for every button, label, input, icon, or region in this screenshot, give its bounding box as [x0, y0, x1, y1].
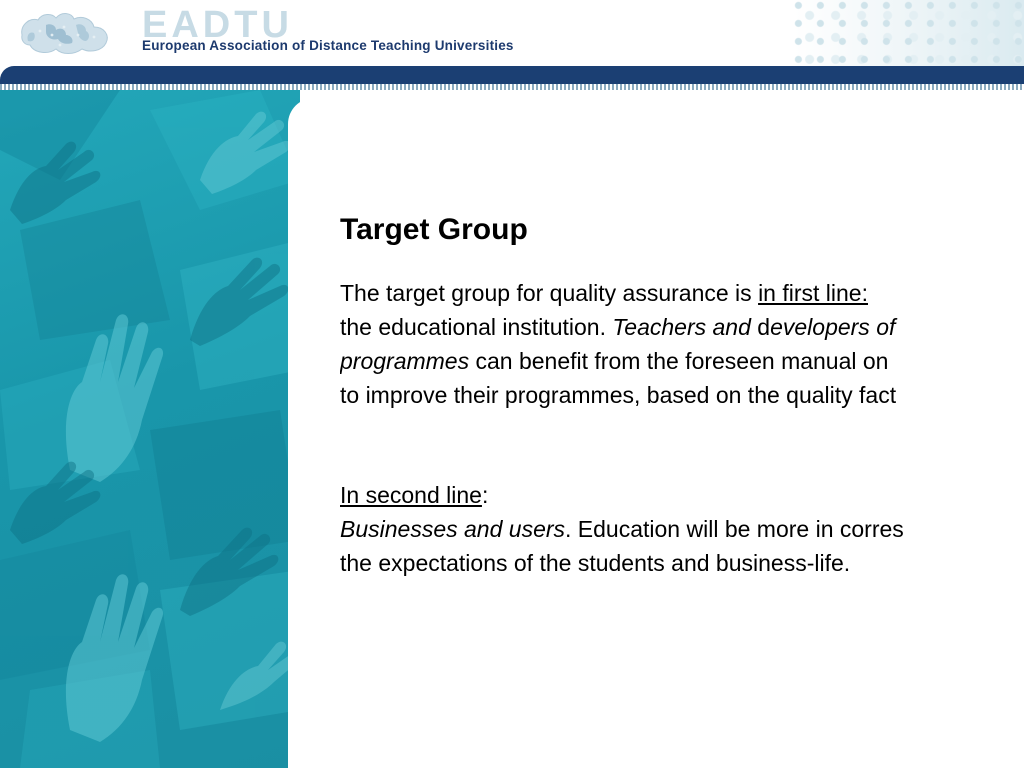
p1-first-line-label: in first line:	[758, 280, 868, 306]
p1-text-1: The target group for quality assurance is	[340, 280, 759, 306]
header-bar	[0, 66, 1024, 84]
hands-collage-icon	[0, 90, 300, 768]
slide-content	[340, 210, 1024, 580]
p1-developers: evelopers of	[770, 314, 896, 340]
header	[0, 0, 1024, 66]
p1-teachers: Teachers and	[612, 314, 751, 340]
p2-text-2: the expectations of the students and business-life.	[340, 550, 851, 576]
brand-subtitle: European Association of Distance Teaching Universities	[142, 38, 514, 53]
slide-title: Target Group	[340, 213, 528, 246]
p1-text-3: d	[750, 314, 771, 340]
paragraph-gap	[340, 412, 1024, 478]
europe-map-logo-icon	[16, 5, 116, 61]
paragraph-first-line	[340, 276, 1024, 412]
side-panel	[0, 90, 300, 768]
paragraph-second-line	[340, 478, 1024, 580]
p1-programmes: programmes	[340, 348, 470, 374]
p2-text-1: . Education will be more in corres	[565, 516, 904, 542]
p2-second-line-label: In second line	[340, 482, 482, 508]
brand-name: EADTU	[142, 4, 293, 46]
p1-text-2: the educational institution.	[340, 314, 613, 340]
p2-businesses: Businesses and users	[340, 516, 566, 542]
header-pattern	[794, 0, 1024, 66]
p2-colon: :	[481, 482, 489, 508]
p1-text-4: can benefit from the foreseen manual on	[469, 348, 889, 374]
p1-text-5: to improve their programmes, based on the quality fact	[340, 382, 897, 408]
